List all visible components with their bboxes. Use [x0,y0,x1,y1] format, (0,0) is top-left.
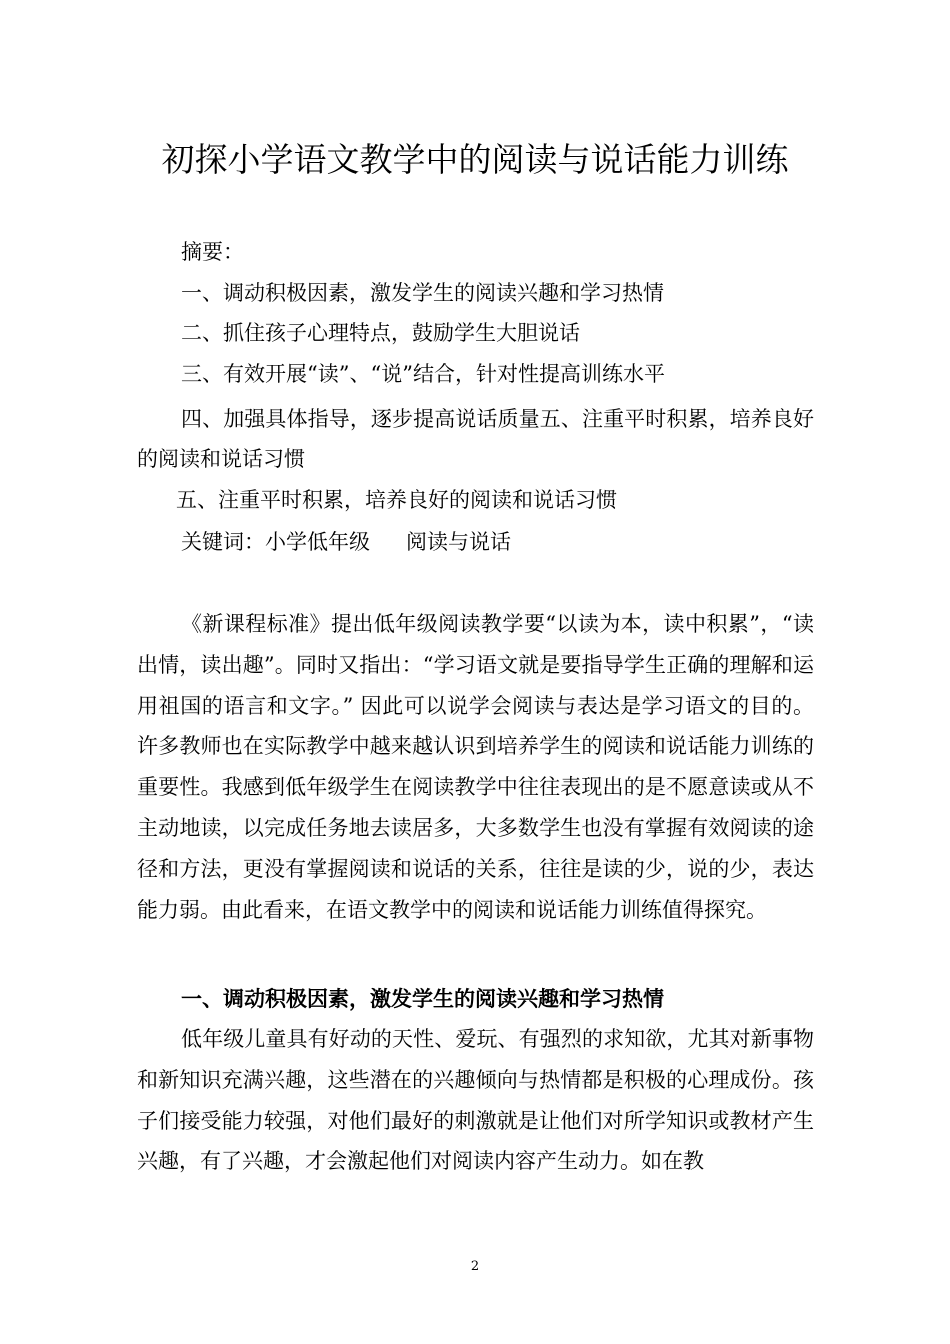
document-title: 初探小学语文教学中的阅读与说话能力训练 [161,140,789,179]
keywords-line [181,527,511,557]
abstract-point-one: 一、调动积极因素，激发学生的阅读兴趣和学习热情 [181,281,664,305]
section-one-paragraph: 低年级儿童具有好动的天性、爱玩、有强烈的求知欲，尤其对新事物和新知识充满兴趣，这些潜在的兴趣倾向与热情都是积极的心理成份。孩子们接受能力较强，对他们最好的刺激就是让他们对所学知识或教材产生兴趣，有了兴趣，才会激起他们对阅读内容产生动力。如在教 [137,1027,814,1174]
abstract-point-five: 五、注重平时积累，培养良好的阅读和说话习惯 [176,488,617,512]
keywords-label: 关键词： [181,530,265,554]
section-one-heading: 一、调动积极因素，激发学生的阅读兴趣和学习热情 [181,986,664,1011]
page-number: 2 [470,1259,480,1274]
abstract-label: 摘要： [181,240,244,264]
intro-paragraph: 《新课程标准》提出低年级阅读教学要“以读为本，读中积累”，“读出情，读出趣”。同时又指出：“学习语文就是要指导学生正确的理解和运用祖国的语言和文字。” 因此可以说学会阅读与表达是学习语文的目的。许多教师也在实际教学中越来越认识到培养学生的阅读和说话能力训练的重要性。我感到低年级学生在阅读教学中往往表现出的是不愿意读或从不主动地读，以完成任务地去读居多，大多数学生也没有掌握有效阅读的途径和方法，更没有掌握阅读和说话的关系，往往是读的少，说的少，表达能力弱。由此看来，在语文教学中的阅读和说话能力训练值得探究。 [137,612,814,922]
abstract-point-four: 四、加强具体指导，逐步提高说话质量五、注重平时积累，培养良好的阅读和说话习惯 [137,407,814,471]
abstract-point-three: 三、有效开展“读”、“说”结合，针对性提高训练水平 [181,362,665,386]
abstract-point-two: 二、抓住孩子心理特点，鼓励学生大胆说话 [181,321,580,345]
keyword-item: 阅读与说话 [406,530,511,554]
keyword-item: 小学低年级 [265,530,370,554]
